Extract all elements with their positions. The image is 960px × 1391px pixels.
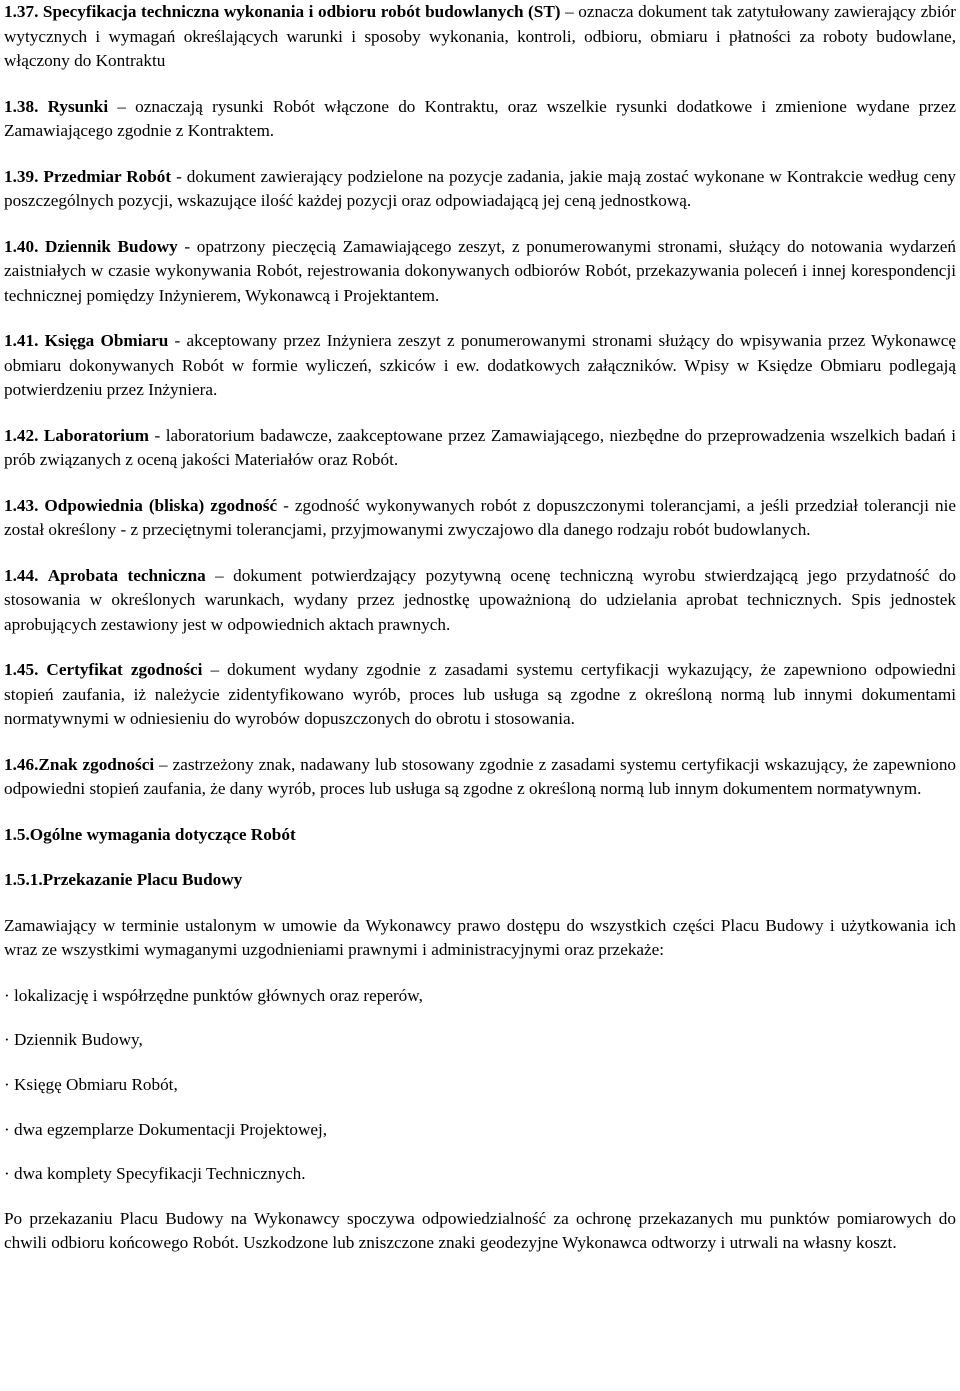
definition-number: 1.44. xyxy=(4,565,39,585)
definition-1-39 xyxy=(4,165,956,214)
closing-paragraph: Po przekazaniu Placu Budowy na Wykonawcy spoczywa odpowiedzialność za ochronę przekazanych mu punktów pomiarowych do chwili odbioru końcowego Robót. Uszkodzone lub zniszczone znaki geodezyjne Wykonawca odtworzy i utrwali na własny koszt. xyxy=(4,1208,956,1253)
intro-paragraph: Zamawiający w terminie ustalonym w umowie da Wykonawcy prawo dostępu do wszystkich części Placu Budowy i użytkowania ich wraz ze wszystkimi wymaganymi uzgodnieniami prawnymi i administracyjnymi oraz przekaże: xyxy=(4,915,956,959)
definition-number: 1.41. xyxy=(4,331,39,350)
definition-1-40 xyxy=(4,235,956,309)
definition-text: – oznaczają rysunki Robót włączone do Kontraktu, oraz wszelkie rysunki dodatkowe i zmienione wydane przez Zamawiającego zgodnie z Kontraktem. xyxy=(4,96,956,140)
definition-1-46 xyxy=(4,753,956,802)
definition-1-44 xyxy=(4,564,956,638)
definition-text: - opatrzony pieczęcią Zamawiającego zeszyt, z ponumerowanymi stronami, służący do notowania wydarzeń zaistniałych w czasie wykonywania Robót, rejestrowania dokonywanych odbiorów Robót, przekazywania poleceń i innej korespondencji technicznej pomiędzy Inżynierem, Wykonawcą i Projektantem. xyxy=(4,236,957,305)
definition-1-38 xyxy=(4,95,956,144)
definition-term: Księga Obmiaru xyxy=(44,331,169,350)
definition-term: Certyfikat zgodności xyxy=(46,660,203,679)
list-item: · Dziennik Budowy, xyxy=(4,1030,143,1050)
definition-1-41 xyxy=(4,329,956,403)
definition-number: 1.42. xyxy=(4,425,39,445)
subsection-heading: 1.5.1.Przekazanie Placu Budowy xyxy=(4,870,243,889)
list-item: · dwa egzemplarze Dokumentacji Projektowej, xyxy=(4,1119,328,1139)
definition-1-42 xyxy=(4,424,956,473)
definition-text: - laboratorium badawcze, zaakceptowane przez Zamawiającego, niezbędne do przeprowadzenia wszelkich badań i prób związanych z oceną jakości Materiałów oraz Robót. xyxy=(4,425,956,469)
definition-number: 1.40. xyxy=(4,236,39,256)
definition-1-43 xyxy=(4,494,956,543)
definition-number: 1.45. xyxy=(4,660,39,679)
definition-term: Rysunki xyxy=(47,96,109,116)
definition-term: Znak zgodności xyxy=(38,754,155,774)
definition-text: - dokument zawierający podzielone na pozycje zadania, jakie mają zostać wykonane w Kontrakcie według ceny poszczególnych pozycji, wskazujące ilość każdej pozycji oraz odpowiadającą jej ceną jednostkową. xyxy=(4,166,957,210)
definition-text: - akceptowany przez Inżyniera zeszyt z ponumerowanymi stronami służący do wpisywania przez Wykonawcę obmiaru dokonywanych Robót w formie wyliczeń, szkiców i ew. dodatkowych załączników. Wpisy w Księdze Obmiaru podlegają potwierdzeniu przez Inżyniera. xyxy=(4,331,957,399)
definition-text: - zgodność wykonywanych robót z dopuszczonymi tolerancjami, a jeśli przedział tolerancji nie został określony - z przeciętnymi tolerancjami, przyjmowanymi zwyczajowo dla danego rodzaju robót budowlanych. xyxy=(4,495,956,539)
definition-1-45 xyxy=(4,658,956,732)
definition-term: Laboratorium xyxy=(43,425,149,445)
definition-number: 1.39. xyxy=(4,166,39,186)
definition-text: – oznacza dokument tak zatytułowany zawierający zbiór wytycznych i wymagań określających warunki i sposoby wykonania, kontroli, odbioru, obmiaru i płatności za roboty budowlane, włączony do Kontraktu xyxy=(4,2,956,70)
definition-term: Odpowiednia (bliska) zgodność xyxy=(44,495,278,515)
list-item: · lokalizację i współrzędne punktów głównych oraz reperów, xyxy=(4,985,423,1005)
definition-text: – zastrzeżony znak, nadawany lub stosowany zgodnie z zasadami systemu certyfikacji wskazujący, że zapewniono odpowiedni stopień zaufania, że dany wyrób, proces lub usługa są zgodne z określoną normą lub innym dokumentem normatywnym. xyxy=(4,754,957,798)
document-page xyxy=(4,0,956,1277)
definition-1-37 xyxy=(4,0,956,74)
definition-text: – dokument wydany zgodnie z zasadami systemu certyfikacji wykazujący, że zapewniono odpowiedni stopień zaufania, iż należycie zidentyfikowano wyrób, proces lub usługa są zgodne z określoną normą lub innymi dokumentami normatywnymi w odniesieniu do wyrobów dopuszczonych do obrotu i stosowania. xyxy=(4,660,957,728)
definition-term: Dziennik Budowy xyxy=(45,236,178,256)
section-heading: 1.5.Ogólne wymagania dotyczące Robót xyxy=(4,824,296,844)
definition-number: 1.43. xyxy=(4,495,39,515)
list-item: · dwa komplety Specyfikacji Technicznych. xyxy=(4,1164,306,1184)
definition-term: Specyfikacja techniczna wykonania i odbioru robót budowlanych (ST) xyxy=(42,2,561,21)
definition-number: 1.46. xyxy=(4,754,39,774)
definition-number: 1.38. xyxy=(4,96,39,116)
definition-number: 1.37. xyxy=(4,2,39,21)
definition-text: – dokument potwierdzający pozytywną ocenę techniczną wyrobu stwierdzającą jego przydatność do stosowania w określonych warunkach, wydany przez jednostkę upoważnioną do udzielania aprobat technicznych. Spis jednostek aprobujących zestawiony jest w odpowiednich aktach prawnych. xyxy=(4,565,957,634)
list-item: · Księgę Obmiaru Robót, xyxy=(4,1074,178,1094)
definition-term: Aprobata techniczna xyxy=(47,565,206,585)
definition-term: Przedmiar Robót xyxy=(43,166,172,186)
